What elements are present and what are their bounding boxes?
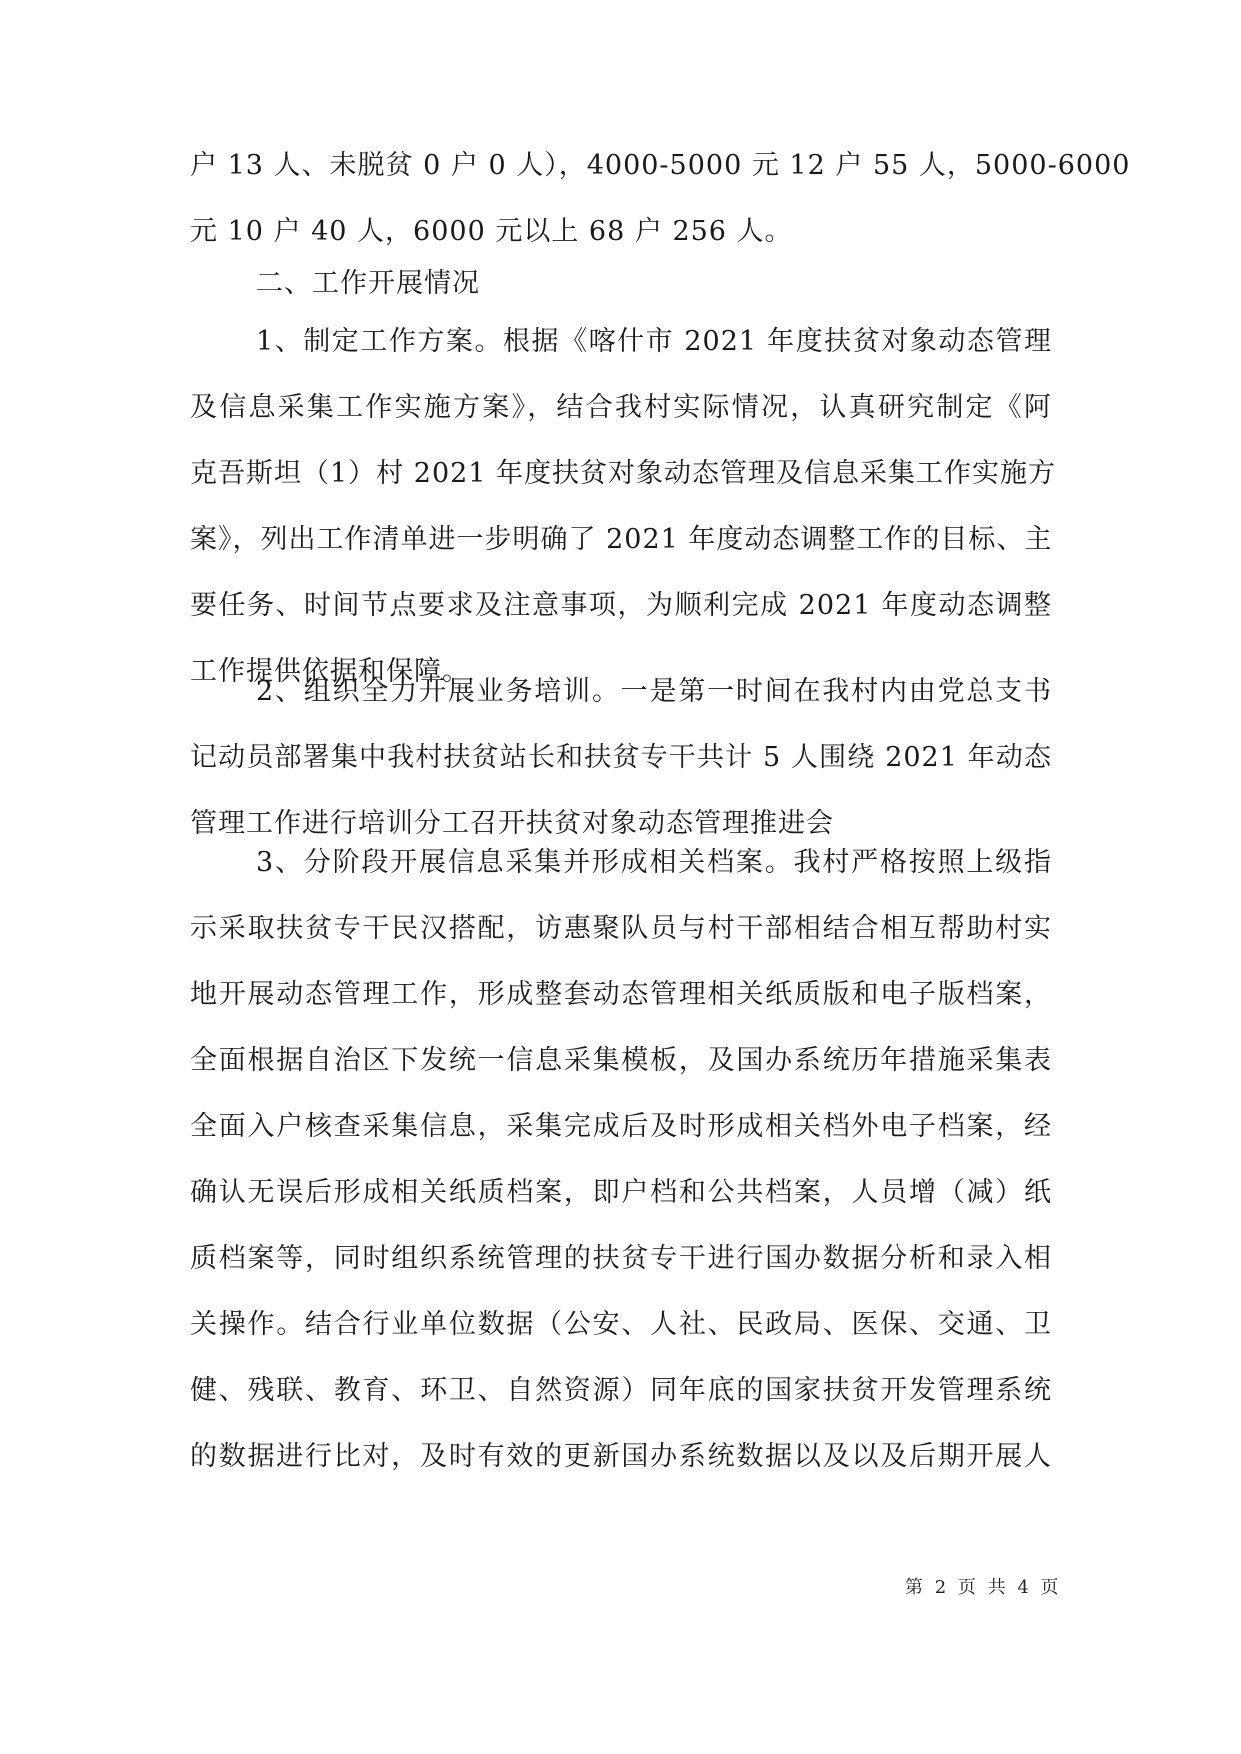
text-line: 管理工作进行培训分工召开扶贫对象动态管理推进会 [190,808,834,839]
text-line: 及信息采集工作实施方案》，结合我村实际情况，认真研究制定《阿 [190,392,1052,423]
paragraph-income-stats [190,133,1131,265]
paragraph-item-2 [190,659,1052,857]
text-line: 示采取扶贫专干民汉搭配，访惠聚队员与村干部相结合相互帮助村实 [190,913,1052,944]
text-line: 3、分阶段开展信息采集并形成相关档案。我村严格按照上级指 [256,847,1052,878]
text-line: 健、残联、教育、环卫、自然资源）同年底的国家扶贫开发管理系统 [190,1375,1052,1406]
text-line: 地开展动态管理工作，形成整套动态管理相关纸质版和电子版档案， [190,979,1052,1010]
text-line: 全面入户核查采集信息，采集完成后及时形成相关档外电子档案，经 [190,1111,1052,1142]
section-heading-text: 二、工作开展情况 [256,268,480,299]
text-line: 确认无误后形成相关纸质档案，即户档和公共档案，人员增（减）纸 [190,1177,1052,1208]
text-line: 质档案等，同时组织系统管理的扶贫专干进行国办数据分析和录入相 [190,1243,1052,1274]
paragraph-item-3 [190,830,1052,1490]
text-line: 关操作。结合行业单位数据（公安、人社、民政局、医保、交通、卫 [190,1309,1052,1340]
text-line: 1、制定工作方案。根据《喀什市 2021 年度扶贫对象动态管理 [256,326,1052,357]
text-line: 记动员部署集中我村扶贫站长和扶贫专干共计 5 人围绕 2021 年动态 [190,742,1052,773]
text-line: 克吾斯坦（1）村 2021 年度扶贫对象动态管理及信息采集工作实施方 [190,458,1057,489]
section-heading [190,251,1052,317]
paragraph-item-1 [190,309,1057,705]
text-line: 2、组织全力开展业务培训。一是第一时间在我村内由党总支书 [256,676,1052,707]
text-line: 户 13 人、未脱贫 0 户 0 人），4000-5000 元 12 户 55 人，5000-6000 [190,150,1131,181]
text-line: 工作提供依据和保障。 [190,656,470,687]
text-line: 要任务、时间节点要求及注意事项，为顺利完成 2021 年度动态调整 [190,590,1052,621]
page-number: 第 2 页 共 4 页 [905,1577,1062,1598]
text-line: 元 10 户 40 人，6000 元以上 68 户 256 人。 [190,216,793,247]
text-line: 全面根据自治区下发统一信息采集模板，及国办系统历年措施采集表 [190,1045,1052,1076]
text-line: 的数据进行比对，及时有效的更新国办系统数据以及以及后期开展人 [190,1441,1052,1472]
text-line: 案》，列出工作清单进一步明确了 2021 年度动态调整工作的目标、主 [190,524,1053,555]
